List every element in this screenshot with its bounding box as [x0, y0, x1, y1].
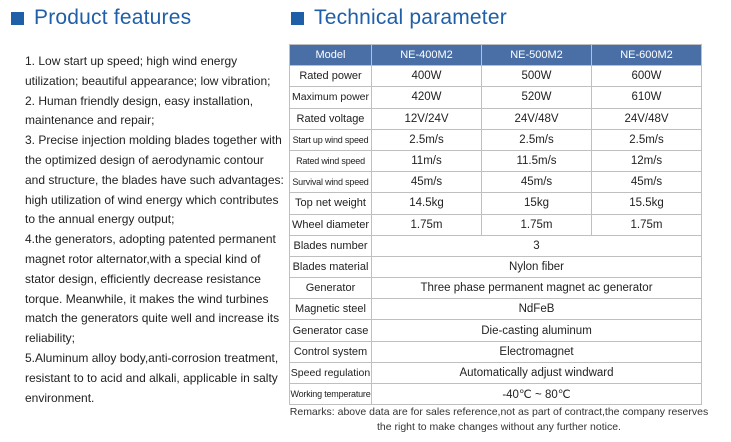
- table-row: [290, 278, 702, 299]
- feature-item: 4.the generators, adopting patented permanent magnet rotor alternator,with a special kind of stator design, efficiently decrease resistance torque. Meanwhile, it makes the wind turbines match the generators quite well and increase its reliability;: [25, 232, 280, 346]
- row-label: Maximum power: [290, 87, 372, 108]
- table-cell: 12V/24V: [372, 108, 482, 129]
- table-row: [290, 129, 702, 150]
- row-label: Top net weight: [290, 193, 372, 214]
- row-label: Survival wind speed: [290, 172, 372, 193]
- table-row: [290, 299, 702, 320]
- table-cell: 2.5m/s: [482, 129, 592, 150]
- table-row: [290, 384, 702, 405]
- feature-item: 1. Low start up speed; high wind energy utilization; beautiful appearance; low vibration;: [25, 54, 271, 88]
- table-cell: 45m/s: [482, 172, 592, 193]
- feature-item: 5.Aluminum alloy body,anti-corrosion treatment, resistant to to acid and alkali, applicable in salty environment.: [25, 350, 279, 405]
- table-cell: Nylon fiber: [372, 256, 702, 277]
- table-cell: Electromagnet: [372, 341, 702, 362]
- table-row: [290, 172, 702, 193]
- table-row: [290, 150, 702, 171]
- product-features-heading: [11, 6, 191, 30]
- table-cell: Automatically adjust windward: [372, 362, 702, 383]
- row-label: Magnetic steel: [290, 299, 372, 320]
- table-row: [290, 341, 702, 362]
- table-row: [290, 214, 702, 235]
- table-row: [290, 108, 702, 129]
- table-cell: 24V/48V: [592, 108, 702, 129]
- header-cell-ne600: NE-600M2: [592, 45, 702, 66]
- table-cell: 520W: [482, 87, 592, 108]
- table-cell: 500W: [482, 66, 592, 87]
- table-row: [290, 320, 702, 341]
- table-cell: NdFeB: [372, 299, 702, 320]
- table-cell: 11m/s: [372, 150, 482, 171]
- row-label: Wheel diameter: [290, 214, 372, 235]
- table-cell: 24V/48V: [482, 108, 592, 129]
- heading-square-icon: [11, 12, 24, 25]
- table-cell: 1.75m: [592, 214, 702, 235]
- table-row: [290, 256, 702, 277]
- table-cell: 2.5m/s: [592, 129, 702, 150]
- header-cell-model: Model: [290, 45, 372, 66]
- row-label: Speed regulation: [290, 362, 372, 383]
- row-label: Rated voltage: [290, 108, 372, 129]
- row-label: Rated power: [290, 66, 372, 87]
- row-label: Working temperature: [290, 384, 372, 405]
- row-label: Blades number: [290, 235, 372, 256]
- table-row: [290, 362, 702, 383]
- row-label: Generator case: [290, 320, 372, 341]
- table-cell: 420W: [372, 87, 482, 108]
- table-row: [290, 235, 702, 256]
- table-cell: -40℃ ~ 80℃: [372, 384, 702, 405]
- row-label: Rated wind speed: [290, 150, 372, 171]
- table-cell: Die-casting aluminum: [372, 320, 702, 341]
- row-label: Generator: [290, 278, 372, 299]
- technical-parameter-heading: [291, 6, 507, 30]
- table-cell: 1.75m: [372, 214, 482, 235]
- row-label: Control system: [290, 341, 372, 362]
- table-cell: 400W: [372, 66, 482, 87]
- row-label: Blades material: [290, 256, 372, 277]
- table-cell: Three phase permanent magnet ac generator: [372, 278, 702, 299]
- table-cell: 45m/s: [592, 172, 702, 193]
- table-cell: 12m/s: [592, 150, 702, 171]
- technical-parameter-title: Technical parameter: [314, 6, 507, 29]
- row-label: Start up wind speed: [290, 129, 372, 150]
- table-cell: 15.5kg: [592, 193, 702, 214]
- table-cell: 14.5kg: [372, 193, 482, 214]
- features-list: [25, 52, 287, 408]
- table-cell: 1.75m: [482, 214, 592, 235]
- table-row: [290, 66, 702, 87]
- table-cell: 3: [372, 235, 702, 256]
- remarks-note: Remarks: above data are for sales reference,not as part of contract,the company reserves the right to make changes without any further notice.: [289, 406, 709, 433]
- table-cell: 45m/s: [372, 172, 482, 193]
- table-cell: 610W: [592, 87, 702, 108]
- header-cell-ne400: NE-400M2: [372, 45, 482, 66]
- heading-square-icon: [291, 12, 304, 25]
- table-row: [290, 87, 702, 108]
- table-cell: 11.5m/s: [482, 150, 592, 171]
- spec-table: [289, 44, 702, 405]
- product-features-title: Product features: [34, 6, 192, 29]
- header-cell-ne500: NE-500M2: [482, 45, 592, 66]
- table-cell: 600W: [592, 66, 702, 87]
- table-cell: 2.5m/s: [372, 129, 482, 150]
- table-cell: 15kg: [482, 193, 592, 214]
- table-row: [290, 193, 702, 214]
- table-header-row: [290, 45, 702, 66]
- feature-item: 3. Precise injection molding blades together with the optimized design of aerodynamic contour and structure, the blades have such advantages: high utilization of wind energy which contributes to the annual energy output;: [25, 133, 284, 227]
- feature-item: 2. Human friendly design, easy installation, maintenance and repair;: [25, 93, 254, 128]
